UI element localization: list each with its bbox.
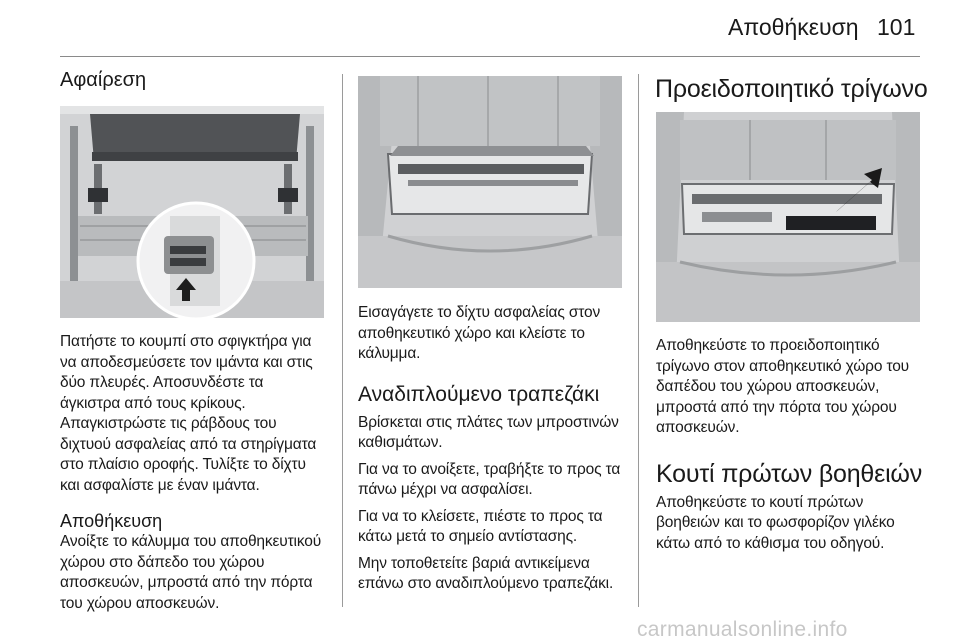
paragraph: Βρίσκεται στις πλάτες των μπροστινών καθισμάτων.	[358, 413, 619, 451]
paragraph: Αποθηκεύστε το κουτί πρώτων βοηθειών και το φωσφορίζον γιλέκο κάτω από το κάθισμα του οδηγού.	[656, 493, 895, 552]
paragraph: Πατήστε το κουμπί στο σφιγκτήρα για να αποδεσμεύσετε τον ιμάντα και στις δύο πλευρές. Αποσυνδέστε τα άγκιστρα από τους κρίκους. Απαγκιστρώστε τις ράβδους του διχτυού ασφαλείας από τα στηρίγματα στο πλαίσιο οροφής. Τυλίξτε το δίχτυ και ασφαλίστε με έναν ιμάντα.	[60, 333, 317, 494]
column-left-body	[60, 332, 326, 614]
paragraph: Εισαγάγετε το δίχτυ ασφαλείας στον αποθηκευτικό χώρο και κλείστε το κάλυμμα.	[358, 304, 601, 362]
page-number: 101	[877, 14, 916, 40]
running-header-title: Αποθήκευση	[728, 14, 859, 40]
section-heading: Αφαίρεση	[60, 69, 147, 91]
paragraph: Για να το κλείσετε, πιέστε το προς τα κάτω μετά το σημείο αντίστασης.	[358, 507, 603, 545]
section-heading: Αναδιπλούμενο τραπεζάκι	[358, 382, 600, 406]
warning-triangle-storage-illustration	[656, 112, 920, 322]
column-middle-body	[358, 303, 624, 595]
paragraph: Ανοίξτε το κάλυμμα του αποθηκευτικού χώρου στο δάπεδο του χώρου αποσκευών, μπροστά από την πόρτα του χώρου αποσκευών.	[60, 533, 322, 612]
cargo-net-removal-illustration	[60, 106, 324, 318]
column-left	[60, 68, 325, 92]
paragraph: Αποθηκεύστε το προειδοποιητικό τρίγωνο στον αποθηκευτικό χώρο του δαπέδου του χώρου αποσκευών, μπροστά από την πόρτα του χώρου αποσκευών.	[656, 337, 910, 436]
watermark: carmanualsonline.info	[637, 618, 848, 641]
header-rule	[60, 56, 920, 57]
section-heading: Προειδοποιητικό τρίγωνο	[655, 75, 928, 103]
cargo-floor-storage-illustration-svg	[358, 76, 622, 288]
column-divider	[342, 74, 343, 607]
cargo-net-removal-illustration-svg	[60, 106, 324, 318]
column-right-body	[656, 336, 928, 554]
warning-triangle-storage-illustration-svg	[656, 112, 920, 322]
column-right	[655, 74, 935, 104]
paragraph: Μην τοποθετείτε βαριά αντικείμενα επάνω στο αναδιπλούμενο τραπεζάκι.	[358, 554, 614, 592]
cargo-floor-storage-illustration	[358, 76, 622, 288]
paragraph: Για να το ανοίξετε, τραβήξτε το προς τα πάνω μέχρι να ασφαλίσει.	[358, 460, 621, 498]
section-heading: Κουτί πρώτων βοηθειών	[656, 459, 923, 488]
column-divider	[638, 74, 639, 607]
subsection-heading: Αποθήκευση	[60, 511, 163, 531]
